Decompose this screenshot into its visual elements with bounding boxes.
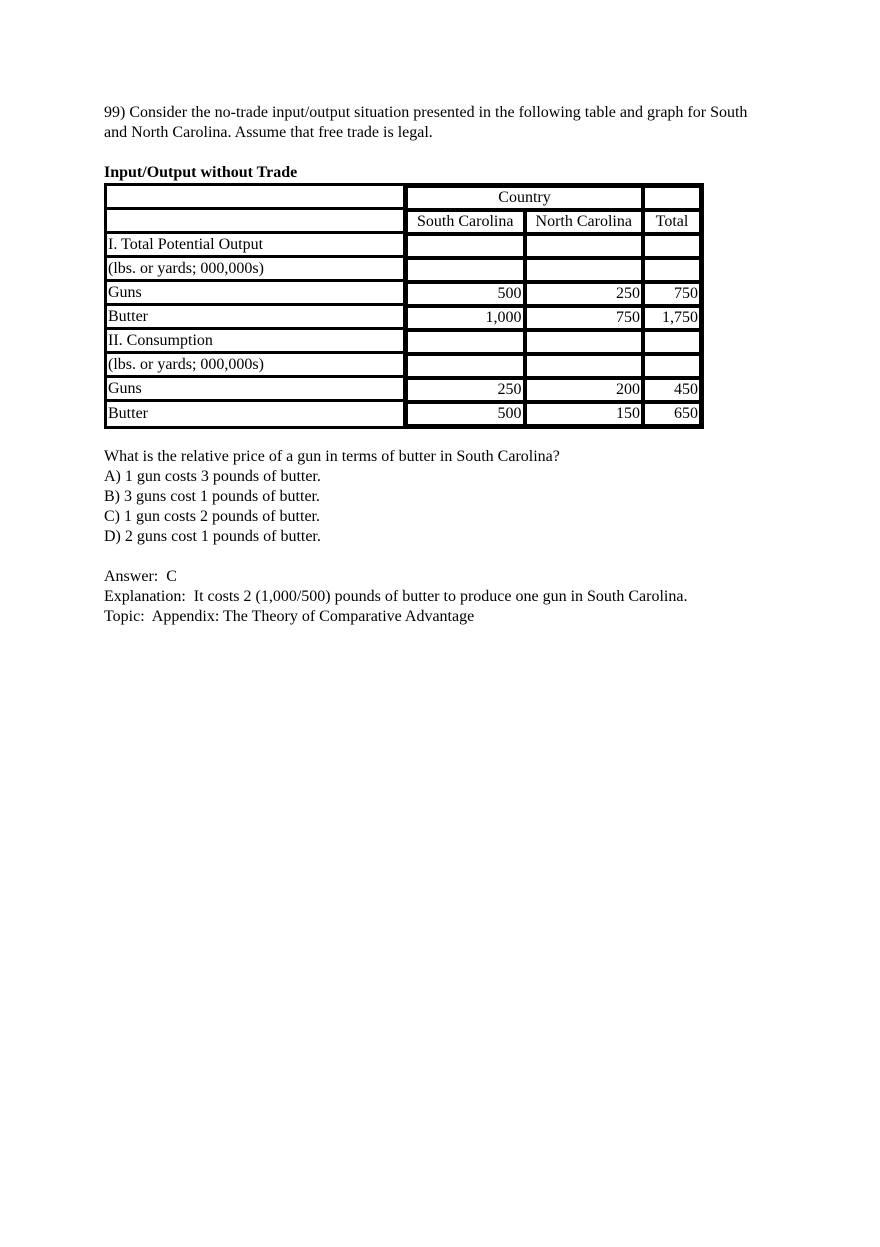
table-row (107, 402, 701, 426)
input-output-table (104, 183, 704, 429)
cell-south-carolina: 500 (406, 402, 525, 426)
cell-north-carolina: 150 (525, 402, 644, 426)
table-row (107, 258, 701, 282)
cell-north-carolina: 200 (525, 378, 644, 402)
cell-total: 750 (643, 282, 701, 306)
col-header-total: Total (643, 210, 701, 234)
row-label: Butter (107, 306, 406, 330)
prompt-text: What is the relative price of a gun in terms of butter in South Carolina? (104, 448, 560, 465)
table-row (107, 330, 701, 354)
cell-total: 650 (643, 402, 701, 426)
table-column-header-row (107, 210, 701, 234)
table-header-row (107, 186, 701, 210)
table-row (107, 234, 701, 258)
cell-north-carolina (525, 330, 644, 354)
row-label: II. Consumption (107, 330, 406, 354)
option-d: D) 2 guns cost 1 pounds of butter. (104, 528, 321, 545)
topic-text: Topic: Appendix: The Theory of Comparative Advantage (104, 608, 475, 625)
cell-total (643, 354, 701, 378)
cell-total (643, 330, 701, 354)
row-label: Guns (107, 282, 406, 306)
col-header-south-carolina: South Carolina (406, 210, 525, 234)
cell-south-carolina: 1,000 (406, 306, 525, 330)
cell-north-carolina: 750 (525, 306, 644, 330)
col-header-north-carolina: North Carolina (525, 210, 644, 234)
option-a: A) 1 gun costs 3 pounds of butter. (104, 468, 321, 485)
document-page (104, 103, 764, 627)
cell-south-carolina (406, 234, 525, 258)
cell-total: 1,750 (643, 306, 701, 330)
country-header: Country (406, 186, 643, 210)
cell-south-carolina: 500 (406, 282, 525, 306)
table-row (107, 306, 701, 330)
cell-south-carolina (406, 330, 525, 354)
cell-north-carolina (525, 234, 644, 258)
table-row (107, 282, 701, 306)
cell-south-carolina (406, 258, 525, 282)
cell-total (643, 234, 701, 258)
cell-south-carolina: 250 (406, 378, 525, 402)
answer-text: Answer: C (104, 568, 177, 585)
row-label: Guns (107, 378, 406, 402)
cell-north-carolina: 250 (525, 282, 644, 306)
table-title: Input/Output without Trade (104, 164, 298, 181)
cell-north-carolina (525, 354, 644, 378)
table-row (107, 354, 701, 378)
row-label: I. Total Potential Output (107, 234, 406, 258)
question-text: 99) Consider the no-trade input/output situation presented in the following table and graph for South and North Carolina. Assume that free trade is legal. (104, 104, 748, 141)
explanation-text: Explanation: It costs 2 (1,000/500) pounds of butter to produce one gun in South Carolina. (104, 588, 688, 605)
cell-total: 450 (643, 378, 701, 402)
cell-north-carolina (525, 258, 644, 282)
row-label: (lbs. or yards; 000,000s) (107, 258, 406, 282)
cell-total (643, 258, 701, 282)
option-c: C) 1 gun costs 2 pounds of butter. (104, 508, 320, 525)
cell-south-carolina (406, 354, 525, 378)
row-label: (lbs. or yards; 000,000s) (107, 354, 406, 378)
option-b: B) 3 guns cost 1 pounds of butter. (104, 488, 320, 505)
row-label: Butter (107, 402, 406, 426)
table-row (107, 378, 701, 402)
